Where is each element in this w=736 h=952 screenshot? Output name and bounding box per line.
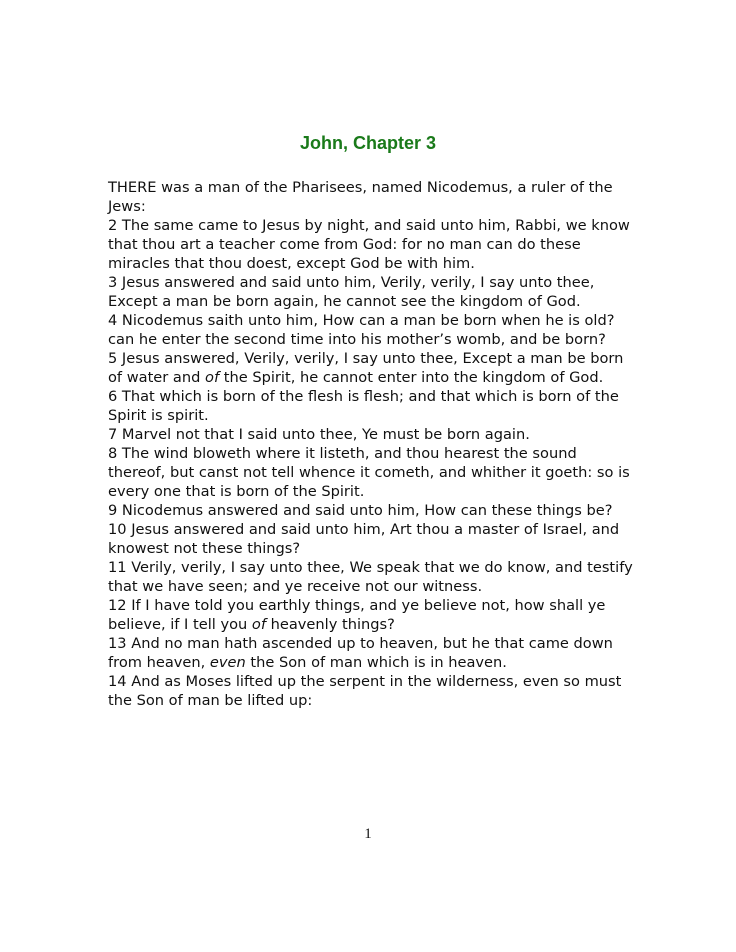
verse-text: 12 If I have told you earthly things, and ye believe not, how shall ye believe, if I tell you [108,597,606,633]
verse-5 [108,349,638,387]
verse-text: 11 Verily, verily, I say unto thee, We speak that we do know, and testify that we have seen; and ye receive not our witness. [108,559,633,595]
verse-italic-word: even [209,654,246,671]
verse-text: 5 Jesus answered, Verily, verily, I say unto thee, Except a man be born of water and [108,350,624,386]
verse-text: 9 Nicodemus answered and said unto him, How can these things be? [108,502,613,519]
verse-2 [108,216,638,273]
verse-4 [108,311,638,349]
verse-text: 10 Jesus answered and said unto him, Art thou a master of Israel, and knowest not these things? [108,521,620,557]
verse-text: 2 The same came to Jesus by night, and said unto him, Rabbi, we know that thou art a teacher come from God: for no man can do these miracles that thou doest, except God be with him. [108,217,630,272]
verse-3 [108,273,638,311]
verse-text: 3 Jesus answered and said unto him, Verily, verily, I say unto thee, Except a man be born again, he cannot see the kingdom of God. [108,274,595,310]
verse-6 [108,387,638,425]
verse-italic-word: of [205,369,220,386]
verse-text: the Spirit, he cannot enter into the kingdom of God. [219,369,604,386]
verse-text: the Son of man which is in heaven. [245,654,507,671]
verse-9 [108,501,638,520]
verse-1 [108,178,638,216]
verse-text: 6 That which is born of the flesh is flesh; and that which is born of the Spirit is spirit. [108,388,619,424]
verse-text: 7 Marvel not that I said unto thee, Ye must be born again. [108,426,530,443]
chapter-body [108,178,638,710]
verse-10 [108,520,638,558]
verse-text: 14 And as Moses lifted up the serpent in the wilderness, even so must the Son of man be lifted up: [108,673,622,709]
page-number: 1 [364,826,372,842]
verse-14 [108,672,638,710]
verse-text: 13 And no man hath ascended up to heaven, but he that came down from heaven, [108,635,613,671]
verse-text: 8 The wind bloweth where it listeth, and thou hearest the sound thereof, but canst not tell whence it cometh, and whither it goeth: so is every one that is born of the Spirit. [108,445,630,500]
verse-text: heavenly things? [265,616,395,633]
verse-11 [108,558,638,596]
verse-7 [108,425,638,444]
verse-8 [108,444,638,501]
verse-13 [108,634,638,672]
verse-12 [108,596,638,634]
chapter-title: John, Chapter 3 [299,133,437,153]
verse-text: 4 Nicodemus saith unto him, How can a man be born when he is old? can he enter the second time into his mother’s womb, and be born? [108,312,615,348]
verse-italic-word: of [251,616,266,633]
verse-text: THERE was a man of the Pharisees, named Nicodemus, a ruler of the Jews: [108,179,613,215]
